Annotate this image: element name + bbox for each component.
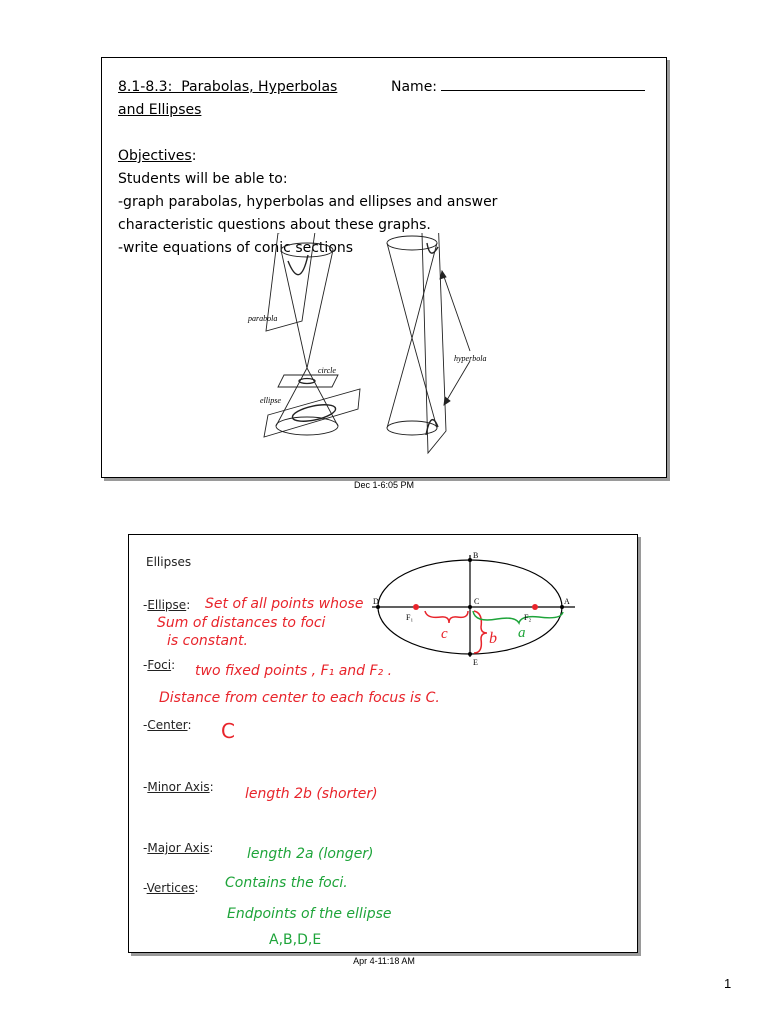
foci-definition-2: Distance from center to each focus is C.: [159, 690, 440, 706]
slide-1-title-line1: 8.1-8.3: Parabolas, Hyperbolas: [118, 79, 338, 95]
b-distance-label: b: [489, 630, 497, 647]
parabola-label: parabola: [248, 314, 278, 323]
term-foci-label: Foci: [147, 658, 172, 672]
point-c-label: C: [474, 597, 480, 606]
ellipse-definition-3: is constant.: [167, 633, 248, 649]
ellipse-diagram: [369, 549, 579, 679]
conic-sections-figure: [242, 233, 542, 463]
slide-1-title-line2: and Ellipses: [118, 102, 202, 118]
circle-label: circle: [318, 366, 336, 375]
c-distance-label: c: [441, 626, 448, 642]
slide-2: [128, 534, 638, 953]
term-vertices: -Vertices:: [143, 881, 199, 895]
objective-line-1: Students will be able to:: [118, 171, 288, 187]
ellipse-definition-1: Set of all points whose: [205, 596, 364, 612]
slide-2-heading: Ellipses: [146, 555, 192, 569]
page-number: 1: [724, 976, 732, 991]
objectives-colon: :: [191, 148, 197, 164]
vertices-definition-2: Endpoints of the ellipse: [227, 906, 392, 922]
focus-2-label: F₂: [524, 613, 532, 622]
vertices-definition-3: A,B,D,E: [269, 932, 322, 948]
name-label: Name:: [391, 79, 442, 95]
term-foci: -Foci:: [143, 658, 176, 672]
slide-1: [101, 57, 667, 478]
minor-axis-definition: length 2b (shorter): [245, 786, 378, 802]
term-minor-axis-label: Minor Axis: [147, 780, 210, 794]
name-field: [391, 76, 645, 99]
term-ellipse: -Ellipse:: [143, 598, 191, 612]
term-center: -Center:: [143, 718, 192, 732]
point-d-label: D: [373, 597, 379, 606]
slide-2-timestamp: Apr 4-11:18 AM: [353, 956, 415, 966]
objective-line-4: -write equations of conic sections: [118, 240, 354, 256]
vertices-definition-1: Contains the foci.: [225, 875, 348, 891]
focus-1-label: F₁: [406, 613, 414, 622]
major-axis-definition: length 2a (longer): [247, 846, 374, 862]
foci-definition-1: two fixed points , F₁ and F₂ .: [195, 663, 393, 679]
hyperbola-label: hyperbola: [454, 354, 487, 363]
objective-line-3: characteristic questions about these graphs.: [118, 217, 431, 233]
objective-line-2: -graph parabolas, hyperbolas and ellipses and answer: [118, 194, 498, 210]
center-definition: C: [221, 719, 235, 743]
a-distance-label: a: [518, 625, 526, 641]
point-e-label: E: [473, 658, 478, 667]
name-blank-line: [441, 76, 645, 91]
term-center-label: Center: [147, 718, 188, 732]
term-minor-axis: -Minor Axis:: [143, 780, 214, 794]
point-b-label: B: [473, 551, 479, 560]
point-a-label: A: [564, 597, 570, 606]
slide-1-timestamp: Dec 1-6:05 PM: [353, 480, 415, 490]
ellipse-label: ellipse: [260, 396, 281, 405]
ellipse-definition-2: Sum of distances to foci: [157, 615, 326, 631]
term-ellipse-label: Ellipse: [147, 598, 187, 612]
term-vertices-label: Vertices: [146, 881, 195, 895]
term-major-axis-label: Major Axis: [147, 841, 210, 855]
term-major-axis: -Major Axis:: [143, 841, 214, 855]
objectives-heading: Objectives: [118, 148, 192, 164]
